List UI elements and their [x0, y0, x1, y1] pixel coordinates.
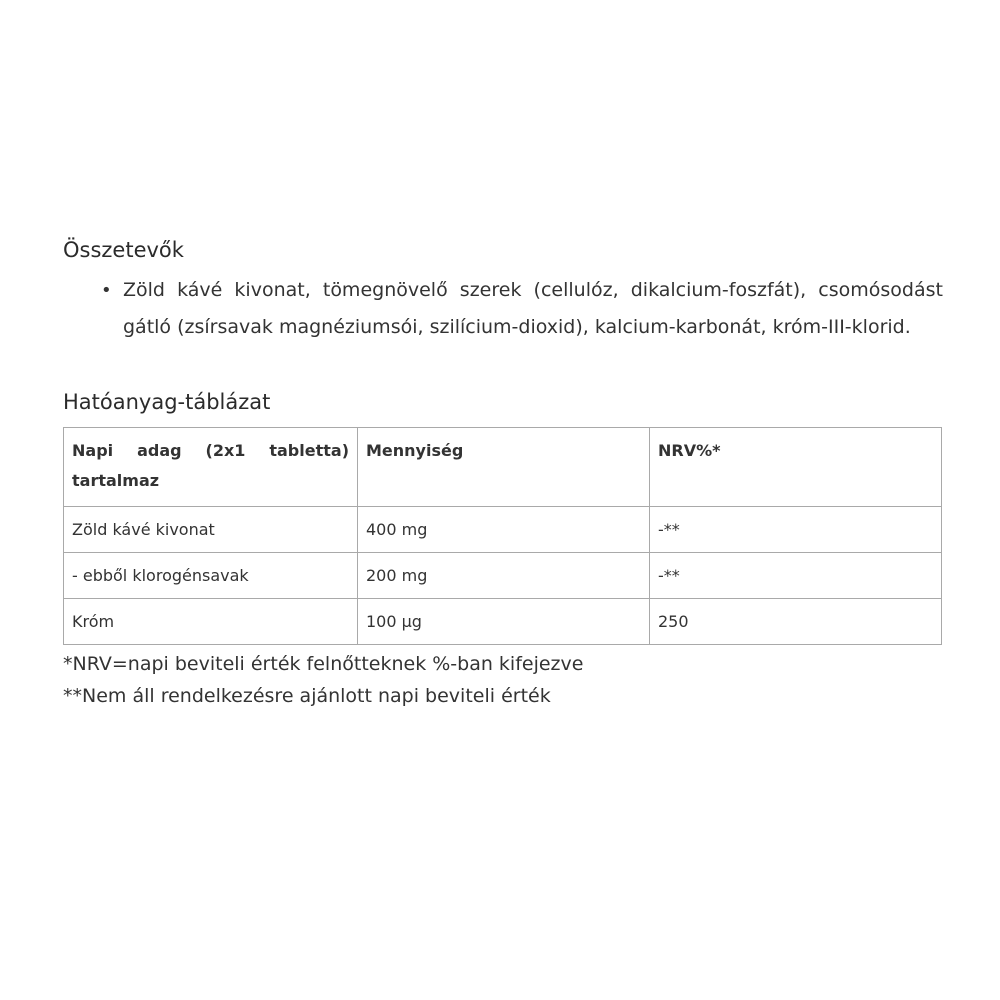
table-cell-amount: 100 µg	[358, 599, 650, 645]
table-header-row	[64, 428, 942, 507]
table-cell-nrv: 250	[650, 599, 942, 645]
table-cell-amount: 400 mg	[358, 507, 650, 553]
column-header-nrv: NRV%*	[650, 428, 942, 507]
ingredients-heading: Összetevők	[63, 238, 184, 262]
active-ingredients-table	[63, 427, 942, 645]
table-row	[64, 507, 942, 553]
table-cell-ingredient: Zöld kávé kivonat	[64, 507, 358, 553]
list-item	[63, 272, 943, 346]
table-cell-ingredient: Króm	[64, 599, 358, 645]
column-header-daily-dose: Napi adag (2x1 tabletta) tartalmaz	[64, 428, 358, 507]
table-cell-amount: 200 mg	[358, 553, 650, 599]
footnote-nrv: *NRV=napi beviteli érték felnőtteknek %-ban kifejezve	[63, 653, 584, 675]
table-row	[64, 599, 942, 645]
table-cell-nrv: -**	[650, 507, 942, 553]
bullet-icon: •	[101, 280, 112, 301]
active-table-heading: Hatóanyag-táblázat	[63, 390, 271, 414]
ingredients-text: Zöld kávé kivonat, tömegnövelő szerek (cellulóz, dikalcium-foszfát), csomósodást gátló (zsírsavak magnéziumsói, szilícium-dioxid), kalcium-karbonát, króm-III-klorid.	[123, 279, 943, 338]
ingredients-list	[63, 272, 943, 346]
table-cell-nrv: -**	[650, 553, 942, 599]
product-info-content	[63, 238, 943, 712]
table-row	[64, 553, 942, 599]
footnote-no-reference: **Nem áll rendelkezésre ajánlott napi beviteli érték	[63, 685, 551, 707]
table-cell-ingredient: - ebből klorogénsavak	[64, 553, 358, 599]
column-header-amount: Mennyiség	[358, 428, 650, 507]
footnotes	[63, 648, 943, 712]
